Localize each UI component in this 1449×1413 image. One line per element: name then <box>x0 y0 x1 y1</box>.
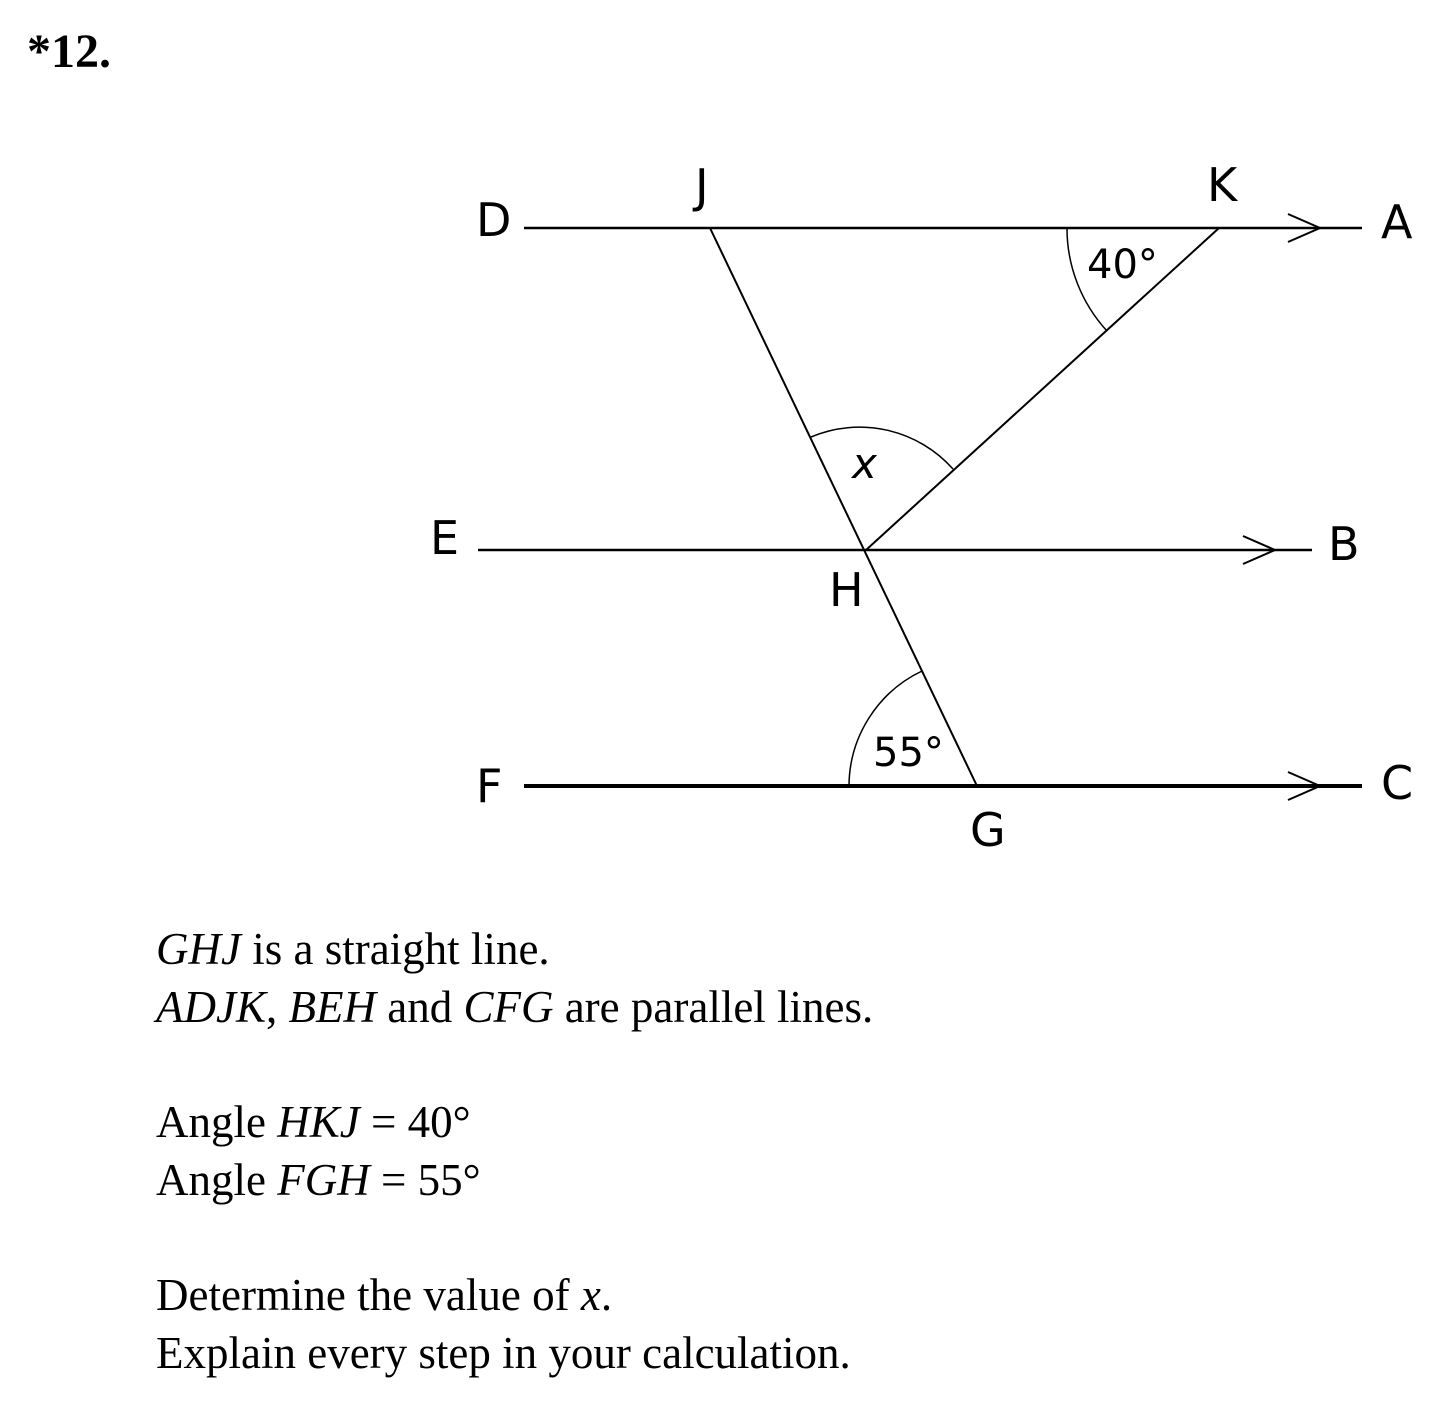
label-b: B <box>1328 517 1360 571</box>
line-name-beh: BEH <box>288 982 376 1032</box>
label-g: G <box>970 803 1006 857</box>
period: . <box>600 1270 613 1320</box>
angle-value: = 40° <box>359 1097 471 1147</box>
given-angles <box>156 1093 481 1209</box>
task-determine <box>156 1266 851 1324</box>
comma: , <box>265 982 289 1032</box>
angle-fgh-fact <box>156 1151 481 1209</box>
label-c: C <box>1381 756 1414 810</box>
label-j: J <box>695 159 709 213</box>
angle-label-55: 55° <box>873 730 944 776</box>
angle-prefix: Angle <box>156 1155 278 1205</box>
angle-name-hkj: HKJ <box>277 1097 360 1147</box>
label-h: H <box>829 563 864 617</box>
given-facts <box>156 920 873 1036</box>
angle-label-40: 40° <box>1087 242 1158 288</box>
line-jg <box>710 228 977 786</box>
line-name-adjk: ADJK <box>156 982 266 1032</box>
fact-straight-line <box>156 920 873 978</box>
angle-arc-x <box>811 427 953 469</box>
variable-x: x <box>580 1270 601 1320</box>
task-explain: Explain every step in your calculation. <box>156 1328 851 1378</box>
label-e: E <box>430 511 460 565</box>
line-name-cfg: CFG <box>463 982 554 1032</box>
angle-name-fgh: FGH <box>277 1155 370 1205</box>
fact-text: is a straight line. <box>240 924 550 974</box>
label-d: D <box>476 193 512 247</box>
line-name-ghj: GHJ <box>156 924 241 974</box>
angle-value: = 55° <box>369 1155 481 1205</box>
label-k: K <box>1207 158 1238 212</box>
label-f: F <box>476 759 503 813</box>
label-a: A <box>1381 195 1413 249</box>
fact-parallel-lines <box>156 978 873 1036</box>
line-hk <box>866 228 1219 550</box>
task-text: Determine the value of <box>156 1270 581 1320</box>
angle-hkj-fact <box>156 1093 481 1151</box>
question-number: *12. <box>27 25 111 78</box>
angle-label-x: x <box>852 439 877 488</box>
fact-text: are parallel lines. <box>553 982 874 1032</box>
conjunction: and <box>375 982 464 1032</box>
task-instructions <box>156 1266 851 1382</box>
angle-prefix: Angle <box>156 1097 278 1147</box>
